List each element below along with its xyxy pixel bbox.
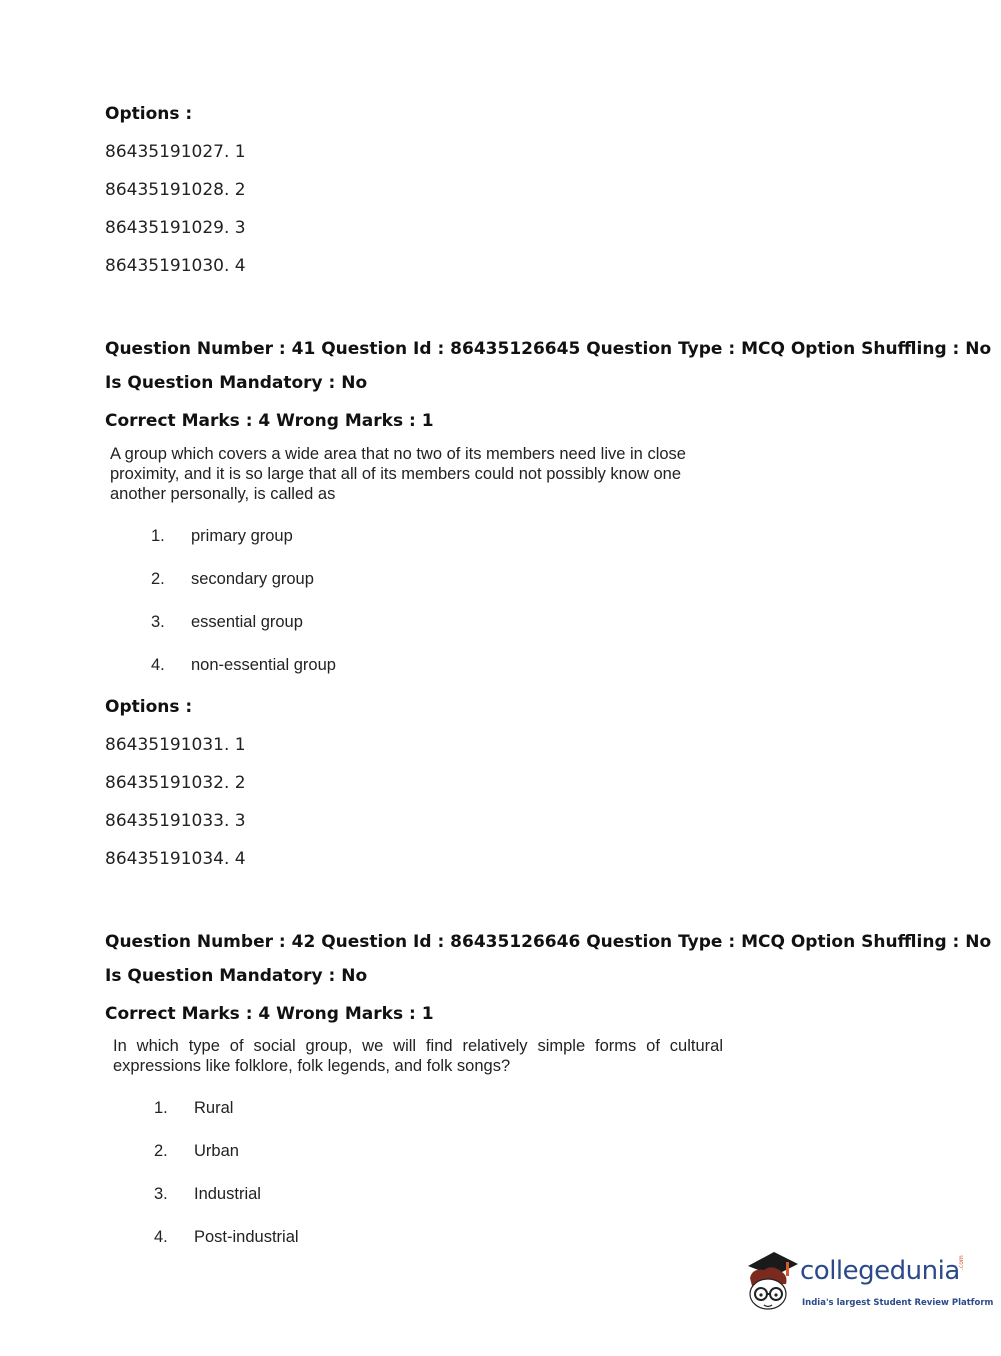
- option-line: 86435191034. 4: [105, 849, 246, 869]
- question-header: Question Number : 41 Question Id : 86435126645 Question Type : MCQ Option Shuffling : No: [105, 339, 992, 359]
- option-line: 86435191030. 4: [105, 256, 246, 276]
- option-line: 86435191032. 2: [105, 773, 246, 793]
- choice-number: 1.: [154, 1099, 168, 1117]
- question-text-line: proximity, and it is so large that all of its members could not possibly know one: [110, 465, 682, 483]
- options-heading: Options :: [105, 104, 193, 124]
- question-mandatory: Is Question Mandatory : No: [105, 966, 368, 986]
- question-text: [113, 1036, 723, 1076]
- choice-text: primary group: [191, 527, 293, 545]
- logo-wordmark: collegedunia: [800, 1256, 960, 1286]
- answer-choice: [151, 527, 293, 546]
- choice-text: secondary group: [191, 570, 314, 588]
- answer-choice: [154, 1228, 299, 1247]
- answer-choice: [151, 656, 336, 675]
- option-line: 86435191028. 2: [105, 180, 246, 200]
- question-mandatory: Is Question Mandatory : No: [105, 373, 368, 393]
- choice-text: Urban: [194, 1142, 239, 1160]
- logo-suffix: .com: [958, 1255, 965, 1270]
- choice-number: 4.: [151, 656, 165, 674]
- choice-number: 2.: [151, 570, 165, 588]
- choice-number: 4.: [154, 1228, 168, 1246]
- choice-text: Industrial: [194, 1185, 261, 1203]
- question-text-line: A group which covers a wide area that no two of its members need live in close: [110, 445, 686, 463]
- option-line: 86435191031. 1: [105, 735, 246, 755]
- answer-choice: [154, 1099, 233, 1118]
- question-marks: Correct Marks : 4 Wrong Marks : 1: [105, 1004, 434, 1024]
- question-header: Question Number : 42 Question Id : 86435126646 Question Type : MCQ Option Shuffling : No: [105, 932, 992, 952]
- student-mascot-icon: [742, 1248, 802, 1316]
- question-text: [110, 444, 686, 504]
- answer-choice: [154, 1185, 261, 1204]
- collegedunia-logo: [742, 1248, 994, 1318]
- answer-choice: [154, 1142, 239, 1161]
- choice-number: 3.: [154, 1185, 168, 1203]
- question-text-line: In which type of social group, we will find relatively simple forms of cultural: [113, 1037, 723, 1055]
- choice-number: 1.: [151, 527, 165, 545]
- choice-text: Post-industrial: [194, 1228, 299, 1246]
- logo-tagline: India's largest Student Review Platform: [802, 1298, 994, 1308]
- option-line: 86435191027. 1: [105, 142, 246, 162]
- question-text-line: another personally, is called as: [110, 485, 336, 503]
- options-heading: Options :: [105, 697, 193, 717]
- question-text-line: expressions like folklore, folk legends, and folk songs?: [113, 1057, 511, 1075]
- choice-text: essential group: [191, 613, 303, 631]
- option-line: 86435191033. 3: [105, 811, 246, 831]
- answer-choice: [151, 613, 303, 632]
- option-line: 86435191029. 3: [105, 218, 246, 238]
- choice-number: 2.: [154, 1142, 168, 1160]
- answer-choice: [151, 570, 314, 589]
- choice-number: 3.: [151, 613, 165, 631]
- question-marks: Correct Marks : 4 Wrong Marks : 1: [105, 411, 434, 431]
- choice-text: non-essential group: [191, 656, 336, 674]
- choice-text: Rural: [194, 1099, 234, 1117]
